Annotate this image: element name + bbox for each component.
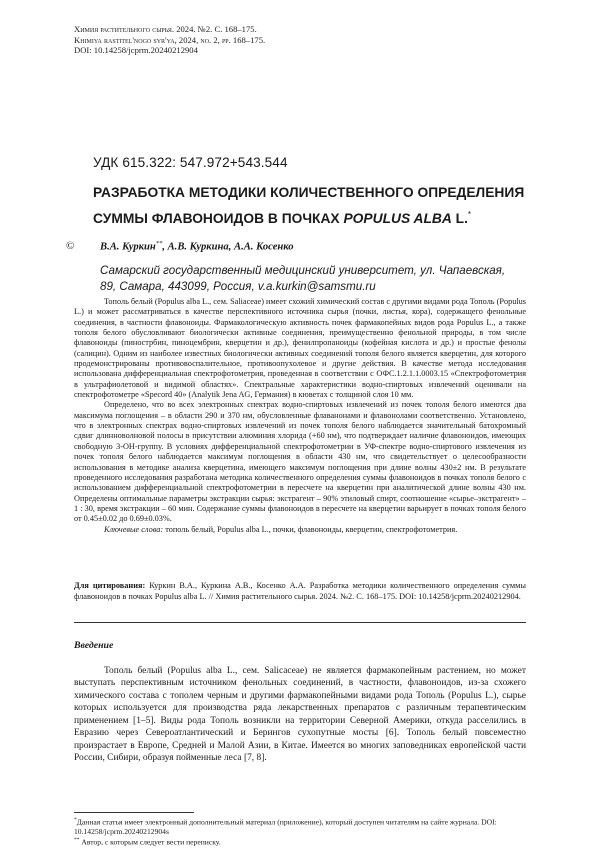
affiliation: Самарский государственный медицинский университет, ул. Чапаевская, 89, Самара, 443099, Россия, v.a.kurkin@samsmu.ru — [100, 264, 506, 293]
udc-code: УДК 615.322: 547.972+543.544 — [93, 155, 288, 170]
citation-block — [74, 581, 526, 602]
keywords-label: Ключевые слова: — [104, 524, 164, 534]
introduction-body — [74, 665, 526, 765]
article-title — [93, 182, 563, 230]
journal-citation-ru: Химия растительного сырья. 2024. №2. С. 168–175. — [74, 24, 257, 34]
keywords — [74, 525, 526, 535]
footnote-1-text: Данная статья имеет электронный дополнительный материал (приложение), который доступен читателям на сайте журнала. DOI: 10.14258/jcprm.20240212904s — [74, 817, 497, 836]
footnote-1-mark: * — [74, 817, 77, 823]
journal-doi: DOI: 10.14258/jcprm.20240212904 — [74, 45, 198, 56]
footnote-1 — [74, 816, 526, 836]
author-1: В.А. Куркин — [100, 241, 156, 253]
abstract-paragraph-2: Определено, что во всех электронных спектрах водно-спиртовых извлечений из почек тополя белого имеются два максимума поглощения – в области 290 и 370 нм, обусловленные флаванонами и флавонолами соответственно. Установлено, что в электронных спектрах водно-спиртовых извлечений из почек тополя белого наблюдается значительный батохромный сдвиг длинноволновой полосы в присутствии алюминия хлорида (+60 нм), что подтверждает наличие флавоноидов, имеющих свободную 3-ОН-группу. В условиях дифференциальной спектрофотометрии в УФ-спектре водно-спиртового извлечения из почек тополя белого наблюдается максимум поглощения в области 430 нм, что свидетельствует о целесообразности использования в методике анализа кверцетина, имеющего максимум поглощения при длине волны 430±2 нм. В результате проведенного исследования разработана методика количественного определения суммы флавоноидов в почках тополя белого с использованием дифференциальной спектрофотометрии в пересчете на кверцетин при аналитической длине волны 430 нм. Определены оптимальные параметры экстракции сырья: экстрагент – 90% этиловый спирт, соотношение «сырье–экстрагент» – 1 : 30, время экстракции – 60 мин. Содержание суммы флавоноидов в пересчете на кверцетин варьирует в почках тополя белого от 0.45±0.02 до 0.69±0.03%. — [74, 400, 526, 524]
introduction-paragraph-1: Тополь белый (Populus alba L., сем. Salicaceae) не является фармакопейным растением, но может выступать перспективным источником фенольных соединений, в частности, флавоноидов, из-за схожего химического состава с тополем черным и другими фармакопейными видами рода Тополь (Populus L.), сырье которых используется для производства ряда лекарственных препаратов с различным терапевтическим применением [1–5]. Виды рода Тополь возникли на территории Северной Америки, откуда расселились в Евразию через Североатлантический и Берингов сухопутные мосты [6]. Тополь белый повсеместно произрастает в Европе, Средней и Малой Азии, в Китае. Имеется во многих заповедниках европейской части России, Сибири, образуя пойменные леса [7, 8]. — [74, 666, 526, 764]
title-species: POPULUS ALBA — [343, 211, 452, 226]
footnote-2 — [74, 836, 526, 847]
section-divider — [74, 622, 526, 623]
copyright-symbol: © — [66, 240, 75, 252]
title-text: РАЗРАБОТКА МЕТОДИКИ КОЛИЧЕСТВЕННОГО ОПРЕДЕЛЕНИЯ СУММЫ ФЛАВОНОИДОВ В ПОЧКАХ — [93, 185, 525, 226]
citation-text: Куркин В.А., Куркина А.В., Косенко А.А. Разработка методики количественного определения суммы флавоноидов в почках Populus alba L. // Химия растительного сырья. 2024. №2. С. 168–175. DOI: 10.14258/jcprm.20240212904. — [74, 581, 526, 601]
footnote-2-text: Автор, с которым следует вести переписку. — [79, 837, 221, 847]
section-heading-introduction: Введение — [74, 640, 114, 651]
journal-header — [74, 24, 265, 56]
keywords-text: тополь белый, Populus alba L., почки, флавоноиды, кверцетин, спектрофотометрия. — [163, 524, 458, 534]
footnote-divider — [74, 812, 194, 813]
author-1-mark: ** — [155, 240, 163, 247]
author-list — [100, 240, 294, 253]
abstract-paragraph-1: Тополь белый (Populus alba L., сем. Saliaceae) имеет схожий химический состав с другими видами рода Тополь (Populus L.) и может рассматриваться в качестве перспективного источника сырья (почки, листья, кора), содержащего фенольные соединения, в частности флавоноиды. Фармакологическую активность почек фармакопейных видов рода Populus L., а также тополя белого обусловливают биологически активные соединения, преимущественно фенольной природы, в том числе флавоноиды (пинострбин, пиноцембрин, кверцетин и др.), фенилпропаноиды (кофейная кислота и др.) и простые фенолы (салицин). Одним из наиболее известных биологически активных соединений тополя белого является кверцетин, для которого продемонстрированы противовоспалительное, противоопухолевое и другие действия. В качестве метода исследования использована дифференциальная спектрофотометрия, проведенная в соответствии с ОФС.1.2.1.1.0003.15 «Спектрофотометрия в ультрафиолетовой и видимой областях». Спектральные характеристики водно-спиртовых извлечений оценивали на спектрофотометре «Specord 40» (Analytik Jena AG, Германия) в кюветах с толщиной слоя 10 мм. — [74, 297, 526, 400]
abstract — [74, 297, 526, 535]
footnotes — [74, 816, 526, 847]
footnote-2-mark: ** — [74, 837, 80, 844]
title-author-abbr: L. — [451, 211, 468, 226]
citation-label: Для цитирования: — [74, 581, 146, 590]
title-footnote-mark: * — [467, 210, 472, 219]
journal-citation-en: Khimiya rastitel'nogo syr'ya, 2024, no. 2, pp. 168–175. — [74, 34, 266, 45]
author-others: , А.В. Куркина, А.А. Косенко — [162, 241, 294, 253]
